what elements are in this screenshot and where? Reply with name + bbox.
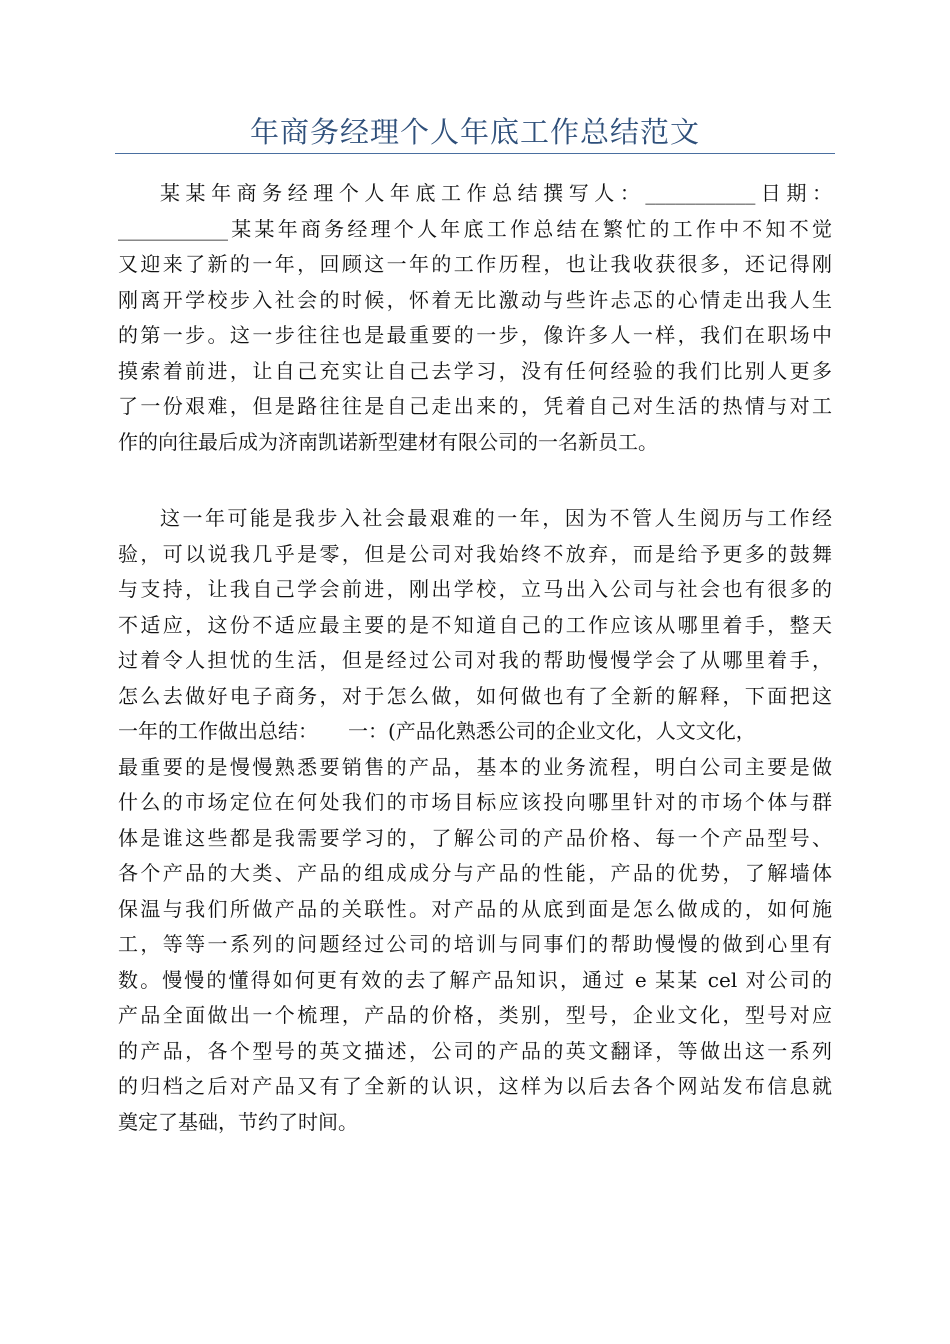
paragraph-line: 作的向往最后成为济南凯诺新型建材有限公司的一名新员工。 [118, 429, 658, 454]
paragraph-line: 的归档之后对产品又有了全新的认识，这样为以后去各个网站发布信息就 [118, 1074, 832, 1098]
paragraph-line: 一年的工作做出总结： 一：(产品化熟悉公司的企业文化，人文文化， [118, 719, 756, 743]
paragraph-line: 刚离开学校步入社会的时候，怀着无比激动与些许忐忑的心情走出我人生 [118, 287, 832, 312]
paragraph-line: 什么的市场定位在何处我们的市场目标应该投向哪里针对的市场个体与群 [118, 790, 832, 814]
title-underline [115, 153, 835, 154]
paragraph-line: 验，可以说我几乎是零，但是公司对我始终不放弃，而是给予更多的鼓舞 [118, 541, 832, 566]
paragraph-line: 过着令人担忧的生活，但是经过公司对我的帮助慢慢学会了从哪里着手， [118, 648, 832, 672]
paragraph-line: 工，等等一系列的问题经过公司的培训与同事们的帮助慢慢的做到心里有 [118, 932, 832, 956]
paragraph-line: 又迎来了新的一年，回顾这一年的工作历程，也让我收获很多，还记得刚 [118, 252, 832, 276]
paragraph-line: ___________某某年商务经理个人年底工作总结在繁忙的工作中不知不觉 [118, 216, 832, 241]
paragraph-line: 体是谁这些都是我需要学习的，了解公司的产品价格、每一个产品型号、 [118, 825, 832, 850]
paragraph-line: 了一份艰难，但是路往往是自己走出来的，凭着自己对生活的热情与对工 [118, 394, 832, 418]
paragraph-line: 最重要的是慢慢熟悉要销售的产品，基本的业务流程，明白公司主要是做 [118, 754, 832, 779]
paragraph-2 [118, 501, 832, 1140]
paragraph-line: 与支持，让我自己学会前进，刚出学校，立马出入公司与社会也有很多的 [118, 577, 832, 601]
document-title: 年商务经理个人年底工作总结范文 [249, 115, 700, 149]
paragraph-line: 这一年可能是我步入社会最艰难的一年，因为不管人生阅历与工作经 [160, 506, 832, 530]
paragraph-line: 各个产品的大类、产品的组成成分与产品的性能，产品的优势，了解墙体 [118, 861, 832, 885]
paragraph-line: 摸索着前进，让自己充实让自己去学习，没有任何经验的我们比别人更多 [118, 358, 832, 383]
paragraph-line: 产品全面做出一个梳理，产品的价格，类别，型号，企业文化，型号对应 [118, 1003, 832, 1027]
paragraph-line: 奠定了基础，节约了时间。 [118, 1109, 358, 1134]
paragraph-line: 的产品，各个型号的英文描述，公司的产品的英文翻译，等做出这一系列 [118, 1038, 832, 1063]
paragraph-line: 某某年商务经理个人年底工作总结撰写人：___________日期： [160, 181, 832, 205]
paragraph-line: 怎么去做好电子商务，对于怎么做，如何做也有了全新的解释，下面把这 [118, 683, 832, 708]
paragraph-line: 的第一步。这一步往往也是最重要的一步，像许多人一样，我们在职场中 [118, 323, 832, 347]
paragraph-line: 保温与我们所做产品的关联性。对产品的从底到面是怎么做成的，如何施 [118, 896, 832, 921]
paragraph-line: 数。慢慢的懂得如何更有效的去了解产品知识，通过 e 某某 cel 对公司的 [118, 967, 832, 992]
paragraph-line: 不适应，这份不适应最主要的是不知道自己的工作应该从哪里着手，整天 [118, 612, 832, 637]
paragraph-1 [118, 176, 832, 460]
